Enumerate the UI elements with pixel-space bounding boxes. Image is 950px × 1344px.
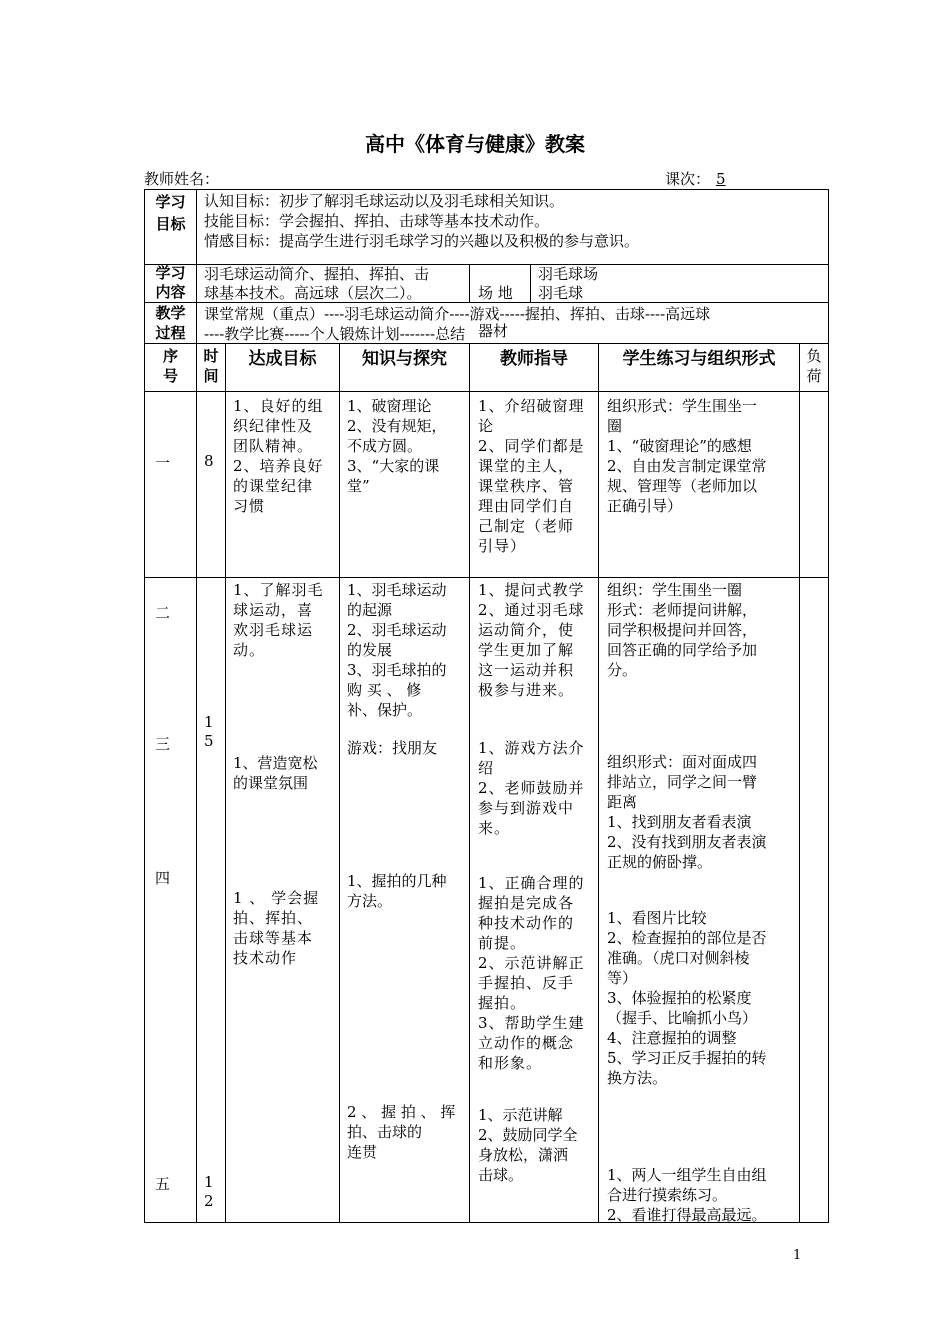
row2-seq-three: 三: [155, 735, 171, 753]
row1-knowledge: 1、破窗理论 2、没有规矩， 不成方圆。 3、“大家的课 堂”: [347, 397, 447, 495]
venue-text: 羽毛球场 羽毛球: [538, 265, 599, 302]
row2-time-12: 1 2: [204, 1173, 214, 1210]
row2-time-15: 1 5: [204, 713, 214, 750]
teacher-name-label: 教师姓名：: [144, 170, 220, 188]
page-number: 1: [793, 1248, 802, 1263]
row1-student: 组织形式：学生围坐一 圈 1、“破窗理论”的感想 2、自由发言制定课堂常 规、管理等（老师加以 正确引导）: [607, 397, 767, 515]
row2-seq-two: 二: [155, 604, 171, 622]
process-text: 课堂常规（重点）----羽毛球运动简介----游戏-----握拍、挥拍、击球----高远球 ----教学比赛-----个人锻炼计划-------总结: [204, 305, 711, 343]
row2-student-intro: 组织：学生围坐一圈 形式：老师提问讲解， 同学积极提问并回答， 回答正确的同学给予加 分。: [607, 581, 758, 679]
row2-goal-understand: 1、了解羽毛 球运动，喜 欢羽毛球运 动。: [233, 581, 324, 659]
row2-goal-skills: 1 、 学会握 拍、挥拍、 击球等基本 技术动作: [233, 889, 320, 967]
row2-goal-atmosphere: 1、营造宽松 的课堂氛围: [233, 754, 318, 792]
header-seq: 序 号: [162, 347, 178, 385]
row1-time: 8: [204, 452, 214, 470]
content-text: 羽毛球运动简介、握拍、挥拍、击 球基本技术。高远球（层次二）。: [204, 265, 430, 302]
header-goal: 达成目标: [248, 349, 317, 369]
row2-seq-four: 四: [155, 869, 171, 887]
row2-seq-five: 五: [155, 1175, 171, 1193]
lesson-count-value: 5: [716, 170, 726, 188]
content-label: 学习 内容: [155, 264, 186, 301]
header-load: 负 荷: [806, 347, 822, 385]
lesson-count-label: 课次：: [665, 170, 711, 188]
row2-teacher-game: 1、游戏方法介 绍 2、老师鼓励并 参与到游戏中 来。: [478, 739, 585, 837]
row2-teacher-grip: 1、正确合理的 握拍是完成各 种技术动作的 前提。 2、示范讲解正 手握拍、反手 握拍。 3、帮助学生建 立动作的概念 和形象。: [478, 874, 585, 1072]
document-title: 高中《体育与健康》教案: [365, 132, 585, 156]
header-knowledge: 知识与探究: [362, 349, 447, 369]
objectives-label: 学习 目标: [155, 193, 186, 233]
header-student: 学生练习与组织形式: [622, 349, 776, 369]
header-teacher: 教师指导: [500, 349, 568, 369]
objectives-text: 认知目标：初步了解羽毛球运动以及羽毛球相关知识。 技能目标：学会握拍、挥拍、击球等基本技术动作。 情感目标：提高学生进行羽毛球学习的兴趣以及积极的参与意识。: [204, 192, 640, 250]
header-time: 时 间: [203, 347, 219, 385]
lesson-count: [665, 168, 740, 189]
row1-seq: 一: [155, 454, 171, 472]
process-label: 教学 过程: [155, 304, 186, 342]
row1-teacher: 1、介绍破窗理 论 2、同学们都是 课堂的主人， 课堂秩序、管 理由同学们自 己制定（老师 引导）: [478, 397, 585, 555]
row2-knowledge-combo: 2 、 握 拍 、 挥 拍、击球的 连贯: [347, 1103, 456, 1161]
row1-goal: 1、良好的组 织纪律性及 团队精神。 2、培养良好 的课堂纪律 习惯: [233, 397, 324, 515]
row2-teacher-demo: 1、示范讲解 2、鼓励同学全 身放松，潇洒 击球。: [478, 1106, 578, 1184]
row2-student-grip: 1、看图片比较 2、检查握拍的部位是否 准确。（虎口对侧斜棱 等） 3、体验握拍的松紧度 （握手、比喻抓小鸟） 4、注意握拍的调整 5、学习正反手握拍的转 换方法。: [607, 909, 767, 1087]
row2-knowledge-intro: 1、羽毛球运动 的起源 2、羽毛球运动 的发展 3、羽毛球拍的 购 买 、 修 补、保护。: [347, 581, 447, 719]
row2-student-practice: 1、两人一组学生自由组 合进行摸索练习。 2、看谁打得最高最远。: [607, 1166, 767, 1224]
row2-student-game: 组织形式：面对面成四 排站立，同学之间一臂 距离 1、找到朋友者看表演 2、没有找到朋友者表演 正规的俯卧撑。: [607, 753, 767, 871]
venue-label: 场 地 器材: [478, 284, 513, 340]
row2-teacher-intro: 1、提问式教学 2、通过羽毛球 运动简介，使 学生更加了解 这一运动并积 极参与进来。: [478, 581, 585, 699]
row2-knowledge-grip: 1、握拍的几种 方法。: [347, 872, 447, 910]
row2-knowledge-game: 游戏：找朋友: [347, 739, 438, 757]
